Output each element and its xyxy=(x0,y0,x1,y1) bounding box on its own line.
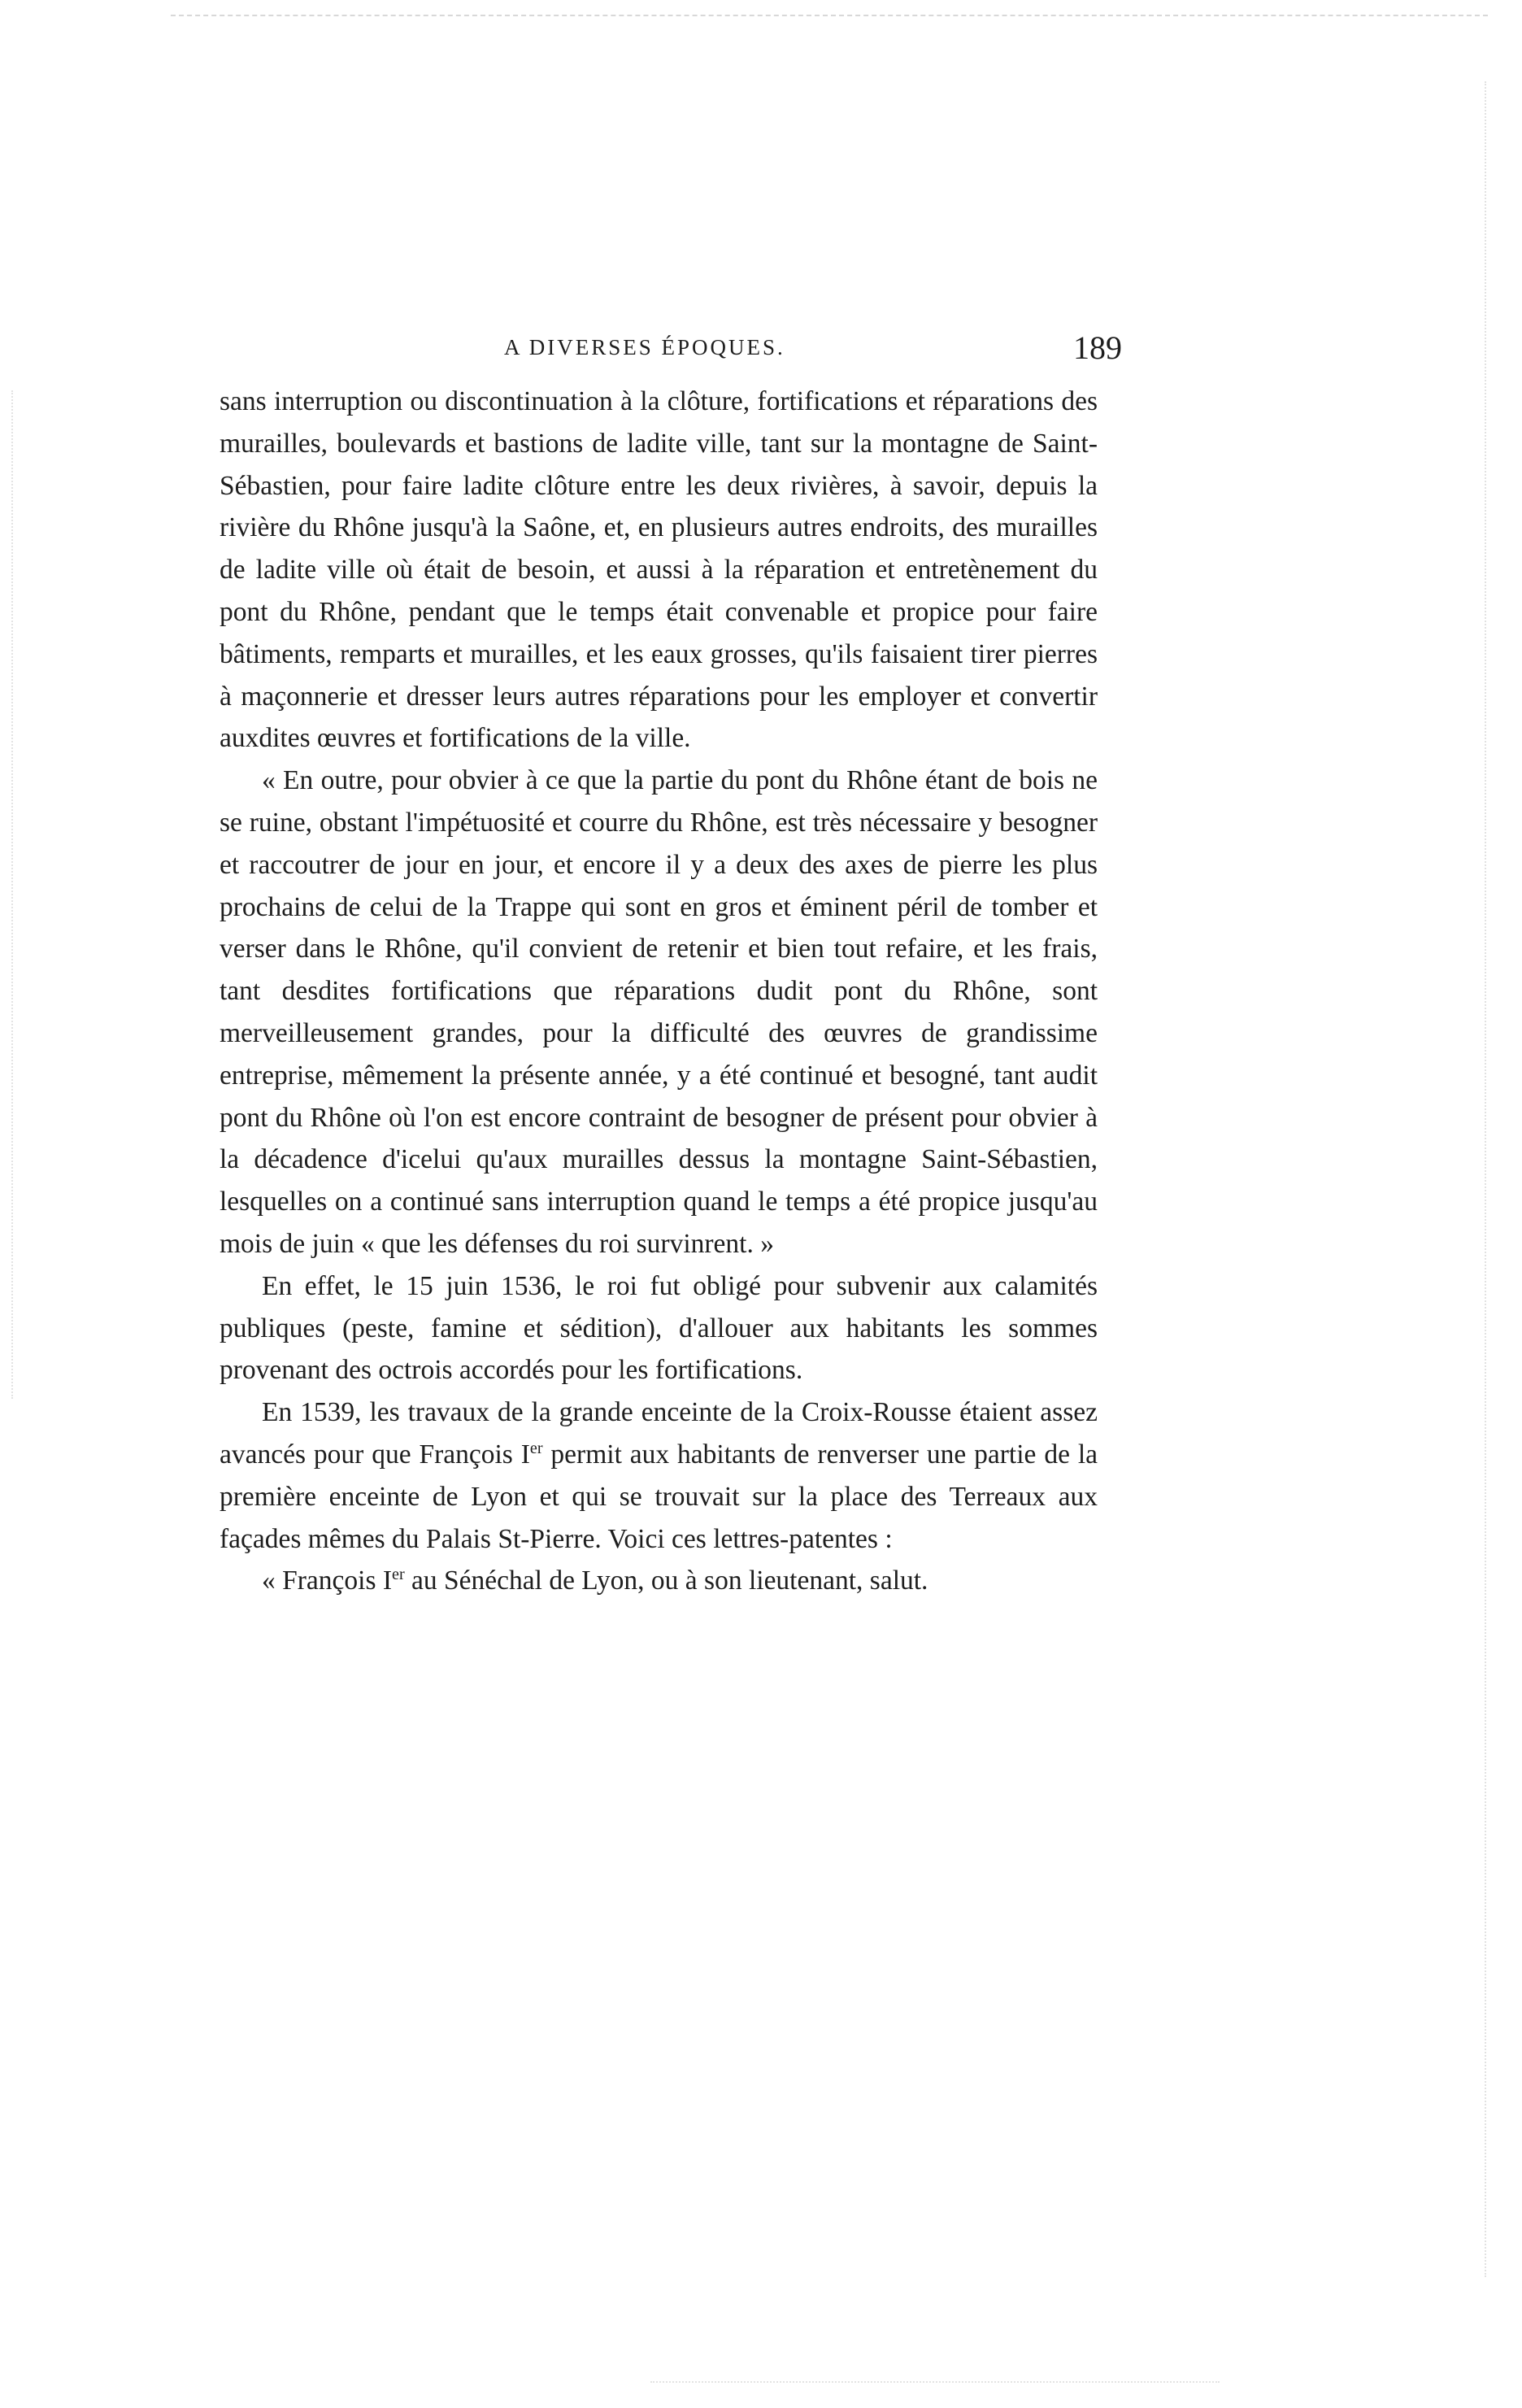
paragraph-4 xyxy=(220,1391,1098,1560)
ordinal-superscript: er xyxy=(529,1439,543,1457)
paragraph-4-text-before: En 1539, les travaux de la grande enceinte de la Croix-Rousse étaient assez avancés pour que François I xyxy=(220,1397,1098,1470)
page-number: 189 xyxy=(1073,329,1122,366)
paragraph-5-text-before: « François I xyxy=(262,1565,393,1596)
paragraph-3 xyxy=(220,1265,1098,1391)
scan-edge-top xyxy=(171,15,1488,16)
scan-edge-bottom xyxy=(650,2381,1220,2383)
paragraph-4-text-after: permit aux habitants de renverser une partie de la première enceinte de Lyon et qui se trouvait sur la place des Terreaux aux façades mêmes du Palais St-Pierre. Voici ces lettres-patentes : xyxy=(220,1439,1098,1554)
page-header xyxy=(504,329,1122,377)
running-title: A DIVERSES ÉPOQUES. xyxy=(504,335,785,359)
paragraph-2 xyxy=(220,760,1098,1265)
body-text xyxy=(220,381,1098,1602)
paragraph-5 xyxy=(220,1560,1098,1602)
ordinal-superscript: er xyxy=(392,1565,405,1584)
paragraph-5-text-after: au Sénéchal de Lyon, ou à son lieutenant, salut. xyxy=(404,1565,928,1596)
scan-edge-right xyxy=(1485,81,1486,2277)
paragraph-3-text: En effet, le 15 juin 1536, le roi fut obligé pour subvenir aux calamités publiques (peste, famine et sédition), d'allouer aux habitants les sommes provenant des octrois accordés pour les fortifications. xyxy=(220,1270,1098,1386)
scan-edge-left xyxy=(11,390,13,1399)
paragraph-1 xyxy=(220,381,1098,760)
paragraph-1-text: sans interruption ou discontinuation à la clôture, fortifications et réparations des murailles, boulevards et bastions de ladite ville, tant sur la montagne de Saint-Sébastien, pour faire ladite clôture entre les deux rivières, à savoir, depuis la rivière du Rhône jusqu'à la Saône, et, en plusieurs autres endroits, des murailles de ladite ville où était de besoin, et aussi à la réparation et entretènement du pont du Rhône, pendant que le temps était convenable et propice pour faire bâtiments, remparts et murailles, et les eaux grosses, qu'ils faisaient tirer pierres à maçonnerie et dresser leurs autres réparations pour les employer et convertir auxdites œuvres et fortifications de la ville. xyxy=(220,386,1098,754)
paragraph-2-text: « En outre, pour obvier à ce que la partie du pont du Rhône étant de bois ne se ruine, obstant l'impétuosité et courre du Rhône, est très nécessaire y besogner et raccoutrer de jour en jour, et encore il y a deux des axes de pierre les plus prochains de celui de la Trappe qui sont en gros et éminent péril de tomber et verser dans le Rhône, qu'il convient de retenir et bien tout refaire, et les frais, tant desdites fortifications que réparations dudit pont du Rhône, sont merveilleusement grandes, pour la difficulté des œuvres de grandissime entreprise, mêmement la présente année, y a été continué et besogné, tant audit pont du Rhône où l'on est encore contraint de besogner de présent pour obvier à la décadence d'icelui qu'aux murailles dessus la montagne Saint-Sébastien, lesquelles on a continué sans interruption quand le temps a été propice jusqu'au mois de juin « que les défenses du roi survinrent. » xyxy=(220,765,1098,1259)
